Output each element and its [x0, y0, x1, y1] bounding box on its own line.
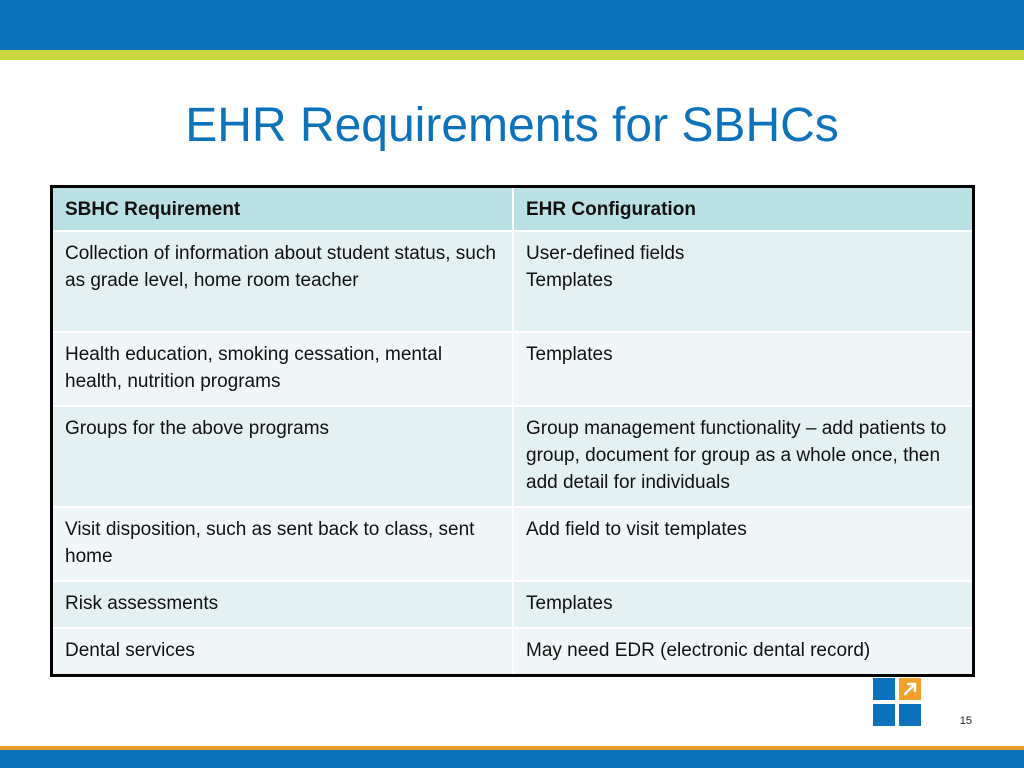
table-row	[53, 406, 972, 507]
column-header-requirement: SBHC Requirement	[53, 188, 513, 231]
page-number: 15	[959, 715, 972, 727]
bottom-footer-band	[0, 750, 1024, 768]
table-row	[53, 332, 972, 406]
table-row	[53, 507, 972, 581]
table-row	[53, 628, 972, 674]
configuration-cell	[513, 581, 972, 628]
requirement-cell: Groups for the above programs	[53, 406, 513, 507]
configuration-line: May need EDR (electronic dental record)	[526, 640, 871, 661]
configuration-cell	[513, 231, 972, 332]
logo-square-bottom-right	[899, 704, 921, 726]
column-header-configuration: EHR Configuration	[513, 188, 972, 231]
four-square-arrow-logo-icon	[873, 678, 921, 726]
logo-square-top-left	[873, 678, 895, 700]
configuration-line: User-defined fields	[526, 243, 685, 264]
requirement-cell: Visit disposition, such as sent back to class, sent home	[53, 507, 513, 581]
configuration-cell	[513, 406, 972, 507]
configuration-cell	[513, 507, 972, 581]
configuration-line: Group management functionality – add patients to group, document for group as a whole once, then add detail for individuals	[526, 418, 947, 493]
requirement-cell: Health education, smoking cessation, mental health, nutrition programs	[53, 332, 513, 406]
configuration-cell	[513, 628, 972, 674]
arrow-up-right-icon	[899, 678, 921, 700]
slide-title: EHR Requirements for SBHCs	[185, 99, 839, 152]
configuration-line: Templates	[526, 270, 613, 291]
configuration-line: Templates	[526, 593, 613, 614]
logo-square-bottom-left	[873, 704, 895, 726]
requirements-table	[50, 185, 975, 677]
requirement-cell: Dental services	[53, 628, 513, 674]
requirement-cell: Collection of information about student status, such as grade level, home room teacher	[53, 231, 513, 332]
configuration-line: Add field to visit templates	[526, 519, 747, 540]
table-header-row	[53, 188, 972, 231]
top-header-band	[0, 0, 1024, 50]
logo-square-top-right	[899, 678, 921, 700]
configuration-cell	[513, 332, 972, 406]
top-accent-stripe	[0, 50, 1024, 60]
table-row	[53, 231, 972, 332]
table-row	[53, 581, 972, 628]
requirement-cell: Risk assessments	[53, 581, 513, 628]
configuration-line: Templates	[526, 344, 613, 365]
